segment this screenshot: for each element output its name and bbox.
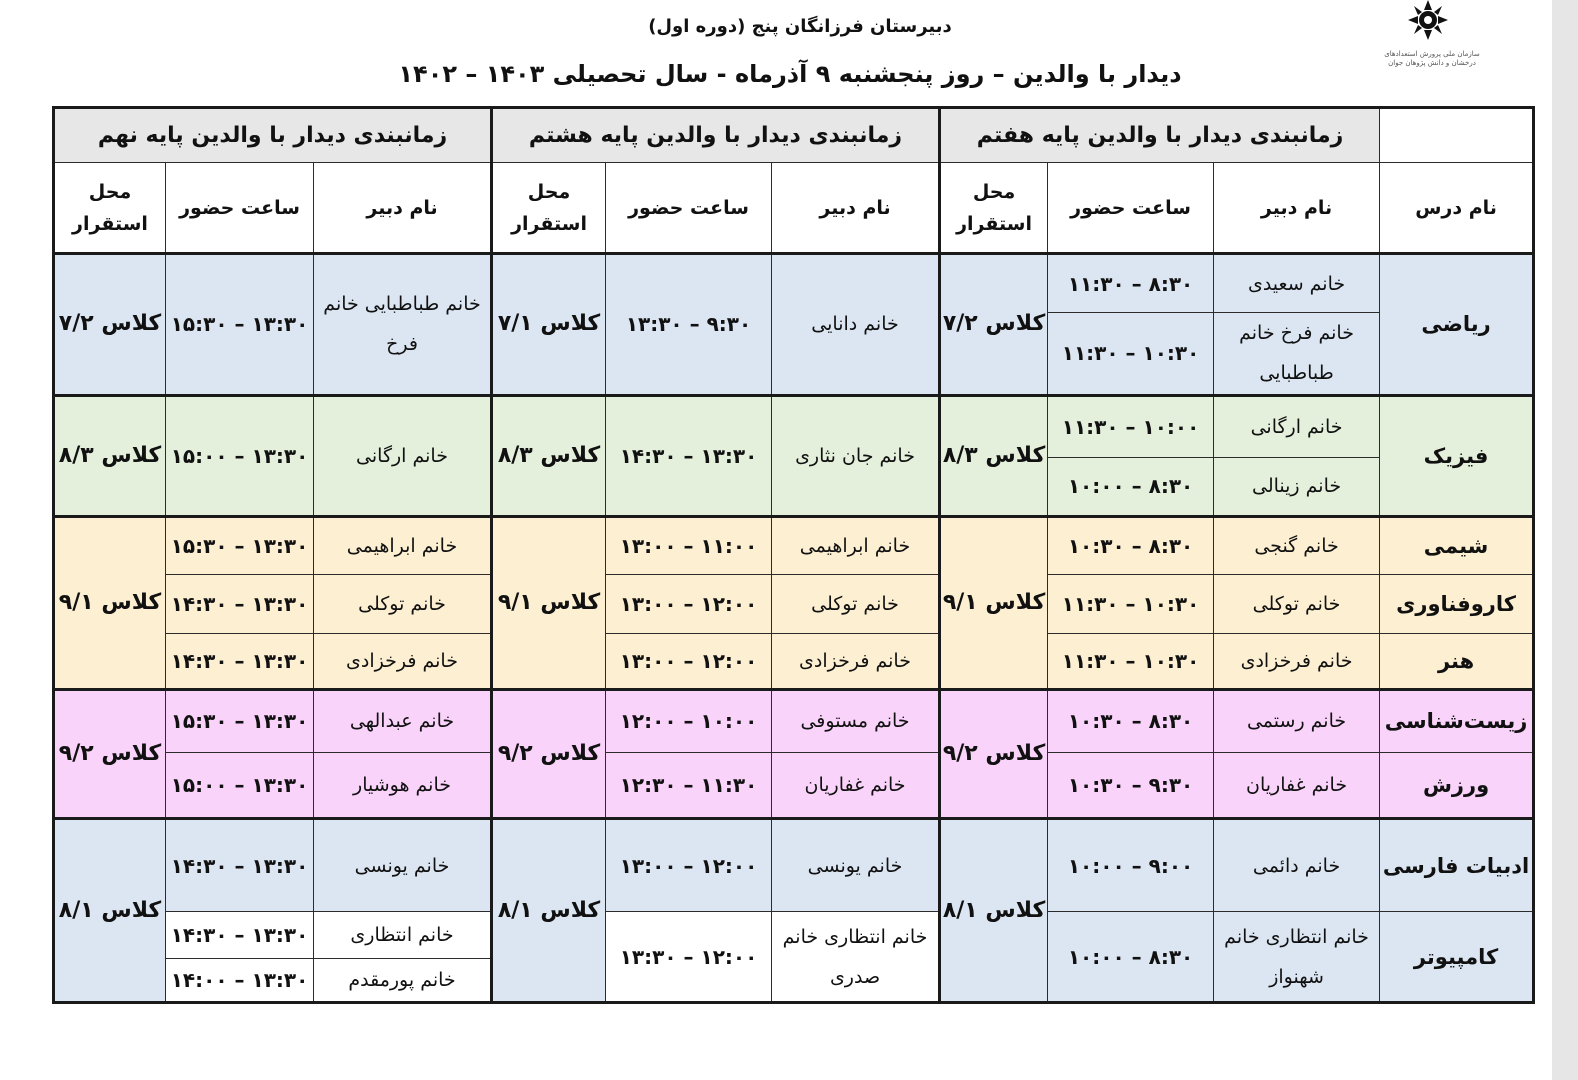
teacher-cell: خانم فرخزادی (1214, 633, 1380, 690)
col-header-time-g9: ساعت حضور (166, 163, 314, 254)
room-cell: کلاس ۹/۲ (940, 690, 1048, 819)
teacher-cell: خانم رستمی (1214, 690, 1380, 753)
room-cell: کلاس ۸/۱ (940, 819, 1048, 1003)
school-name: دبیرستان فرزانگان پنج (دوره اول) (648, 16, 952, 37)
group-header-grade8: زمانبندی دیدار با والدین پایه هشتم (492, 108, 940, 163)
col-header-teacher-g8: نام دبیر (772, 163, 940, 254)
col-header-room-g7: محل استقرار (940, 163, 1048, 254)
time-cell: ۱۳:۳۰ – ۱۵:۳۰ (166, 690, 314, 753)
teacher-cell: خانم انتظاری (314, 912, 492, 958)
room-cell: کلاس ۹/۲ (492, 690, 606, 819)
room-cell: کلاس ۹/۱ (492, 516, 606, 690)
room-cell: کلاس ۸/۳ (940, 395, 1048, 516)
schedule-table (52, 106, 1535, 1004)
time-cell: ۱۳:۳۰ – ۱۴:۰۰ (166, 958, 314, 1003)
time-cell: ۹:۳۰ – ۱۳:۳۰ (606, 254, 772, 395)
teacher-cell: خانم فرخزادی (314, 633, 492, 690)
teacher-cell: خانم هوشیار (314, 752, 492, 819)
teacher-cell: خانم توکلی (772, 575, 940, 634)
teacher-cell: خانم توکلی (314, 575, 492, 634)
teacher-cell: خانم طباطبایی خانم فرخ (314, 254, 492, 395)
teacher-cell: خانم دانایی (772, 254, 940, 395)
subject-cell: ورزش (1380, 752, 1534, 819)
time-cell: ۱۳:۳۰ – ۱۴:۳۰ (166, 575, 314, 634)
time-cell: ۱۱:۰۰ – ۱۳:۰۰ (606, 516, 772, 575)
room-cell: کلاس ۷/۲ (940, 254, 1048, 395)
col-header-teacher-g9: نام دبیر (314, 163, 492, 254)
teacher-cell: خانم انتظاری خانم صدری (772, 912, 940, 1003)
room-cell: کلاس ۹/۱ (54, 516, 166, 690)
teacher-cell: خانم غفاریان (1214, 752, 1380, 819)
teacher-cell: خانم انتظاری خانم شهنواز (1214, 912, 1380, 1003)
time-cell: ۱۳:۳۰ – ۱۵:۰۰ (166, 395, 314, 516)
teacher-cell: خانم ارگانی (1214, 395, 1380, 458)
time-cell: ۸:۳۰ – ۱۰:۳۰ (1048, 690, 1214, 753)
room-cell: کلاس ۷/۱ (492, 254, 606, 395)
col-header-room-g9: محل استقرار (54, 163, 166, 254)
time-cell: ۱۰:۰۰ – ۱۲:۰۰ (606, 690, 772, 753)
time-cell: ۱۳:۳۰ – ۱۵:۳۰ (166, 254, 314, 395)
time-cell: ۱۲:۰۰ – ۱۳:۰۰ (606, 633, 772, 690)
teacher-cell: خانم یونسی (772, 819, 940, 912)
col-header-time-g8: ساعت حضور (606, 163, 772, 254)
time-cell: ۸:۳۰ – ۱۰:۳۰ (1048, 516, 1214, 575)
room-cell: کلاس ۸/۳ (492, 395, 606, 516)
time-cell: ۱۱:۳۰ – ۱۲:۳۰ (606, 752, 772, 819)
teacher-cell: خانم فرخزادی (772, 633, 940, 690)
time-cell: ۱۰:۳۰ – ۱۱:۳۰ (1048, 633, 1214, 690)
room-cell: کلاس ۸/۱ (54, 819, 166, 1003)
group-header-grade7: زمانبندی دیدار با والدین پایه هفتم (940, 108, 1380, 163)
time-cell: ۱۳:۳۰ – ۱۵:۰۰ (166, 752, 314, 819)
teacher-cell: خانم جان نثاری (772, 395, 940, 516)
time-cell: ۹:۳۰ – ۱۰:۳۰ (1048, 752, 1214, 819)
time-cell: ۱۳:۳۰ – ۱۴:۳۰ (606, 395, 772, 516)
teacher-cell: خانم عبدالهی (314, 690, 492, 753)
time-cell: ۱۰:۳۰ – ۱۱:۳۰ (1048, 312, 1214, 395)
teacher-cell: خانم ارگانی (314, 395, 492, 516)
col-header-subject: نام درس (1380, 163, 1534, 254)
time-cell: ۸:۳۰ – ۱۰:۰۰ (1048, 912, 1214, 1003)
teacher-cell: خانم یونسی (314, 819, 492, 912)
logo-caption: سازمان ملی پرورش استعدادهای درخشان و دانش پژوهان جوان (1384, 50, 1480, 67)
teacher-cell: خانم فرخ خانم طباطبایی (1214, 312, 1380, 395)
room-cell: کلاس ۸/۱ (492, 819, 606, 1003)
page-title: دیدار با والدین – روز پنجشنبه ۹ آذرماه - سال تحصیلی ۱۴۰۳ – ۱۴۰۲ (398, 60, 1182, 88)
teacher-cell: خانم ابراهیمی (314, 516, 492, 575)
time-cell: ۱۳:۳۰ – ۱۴:۳۰ (166, 633, 314, 690)
teacher-cell: خانم پورمقدم (314, 958, 492, 1003)
room-cell: کلاس ۷/۲ (54, 254, 166, 395)
subject-cell: زیست‌شناسی (1380, 690, 1534, 753)
col-header-room-g8: محل استقرار (492, 163, 606, 254)
time-cell: ۹:۰۰ – ۱۰:۰۰ (1048, 819, 1214, 912)
subject-cell: شیمی (1380, 516, 1534, 575)
col-header-time-g7: ساعت حضور (1048, 163, 1214, 254)
time-cell: ۱۲:۰۰ – ۱۳:۰۰ (606, 819, 772, 912)
time-cell: ۱۰:۳۰ – ۱۱:۳۰ (1048, 575, 1214, 634)
time-cell: ۱۳:۳۰ – ۱۴:۳۰ (166, 912, 314, 958)
room-cell: کلاس ۸/۳ (54, 395, 166, 516)
subject-cell: کاروفناوری (1380, 575, 1534, 634)
time-cell: ۱۳:۳۰ – ۱۴:۳۰ (166, 819, 314, 912)
teacher-cell: خانم ابراهیمی (772, 516, 940, 575)
time-cell: ۱۲:۰۰ – ۱۳:۰۰ (606, 575, 772, 634)
subject-cell: کامپیوتر (1380, 912, 1534, 1003)
teacher-cell: خانم گنجی (1214, 516, 1380, 575)
col-header-teacher-g7: نام دبیر (1214, 163, 1380, 254)
room-cell: کلاس ۹/۱ (940, 516, 1048, 690)
page-edge-strip (1552, 0, 1578, 1080)
teacher-cell: خانم زینالی (1214, 458, 1380, 517)
subject-cell: ریاضی (1380, 254, 1534, 395)
header-empty-corner (1380, 108, 1534, 163)
time-cell: ۱۳:۳۰ – ۱۵:۳۰ (166, 516, 314, 575)
teacher-cell: خانم دائمی (1214, 819, 1380, 912)
teacher-cell: خانم مستوفی (772, 690, 940, 753)
teacher-cell: خانم غفاریان (772, 752, 940, 819)
subject-cell: ادبیات فارسی (1380, 819, 1534, 912)
subject-cell: فیزیک (1380, 395, 1534, 516)
time-cell: ۸:۳۰ – ۱۱:۳۰ (1048, 254, 1214, 313)
organization-logo-icon (1388, 0, 1478, 80)
time-cell: ۱۰:۰۰ – ۱۱:۳۰ (1048, 395, 1214, 458)
subject-cell: هنر (1380, 633, 1534, 690)
room-cell: کلاس ۹/۲ (54, 690, 166, 819)
time-cell: ۱۲:۰۰ – ۱۳:۳۰ (606, 912, 772, 1003)
teacher-cell: خانم سعیدی (1214, 254, 1380, 313)
teacher-cell: خانم توکلی (1214, 575, 1380, 634)
time-cell: ۸:۳۰ – ۱۰:۰۰ (1048, 458, 1214, 517)
group-header-grade9: زمانبندی دیدار با والدین پایه نهم (54, 108, 492, 163)
